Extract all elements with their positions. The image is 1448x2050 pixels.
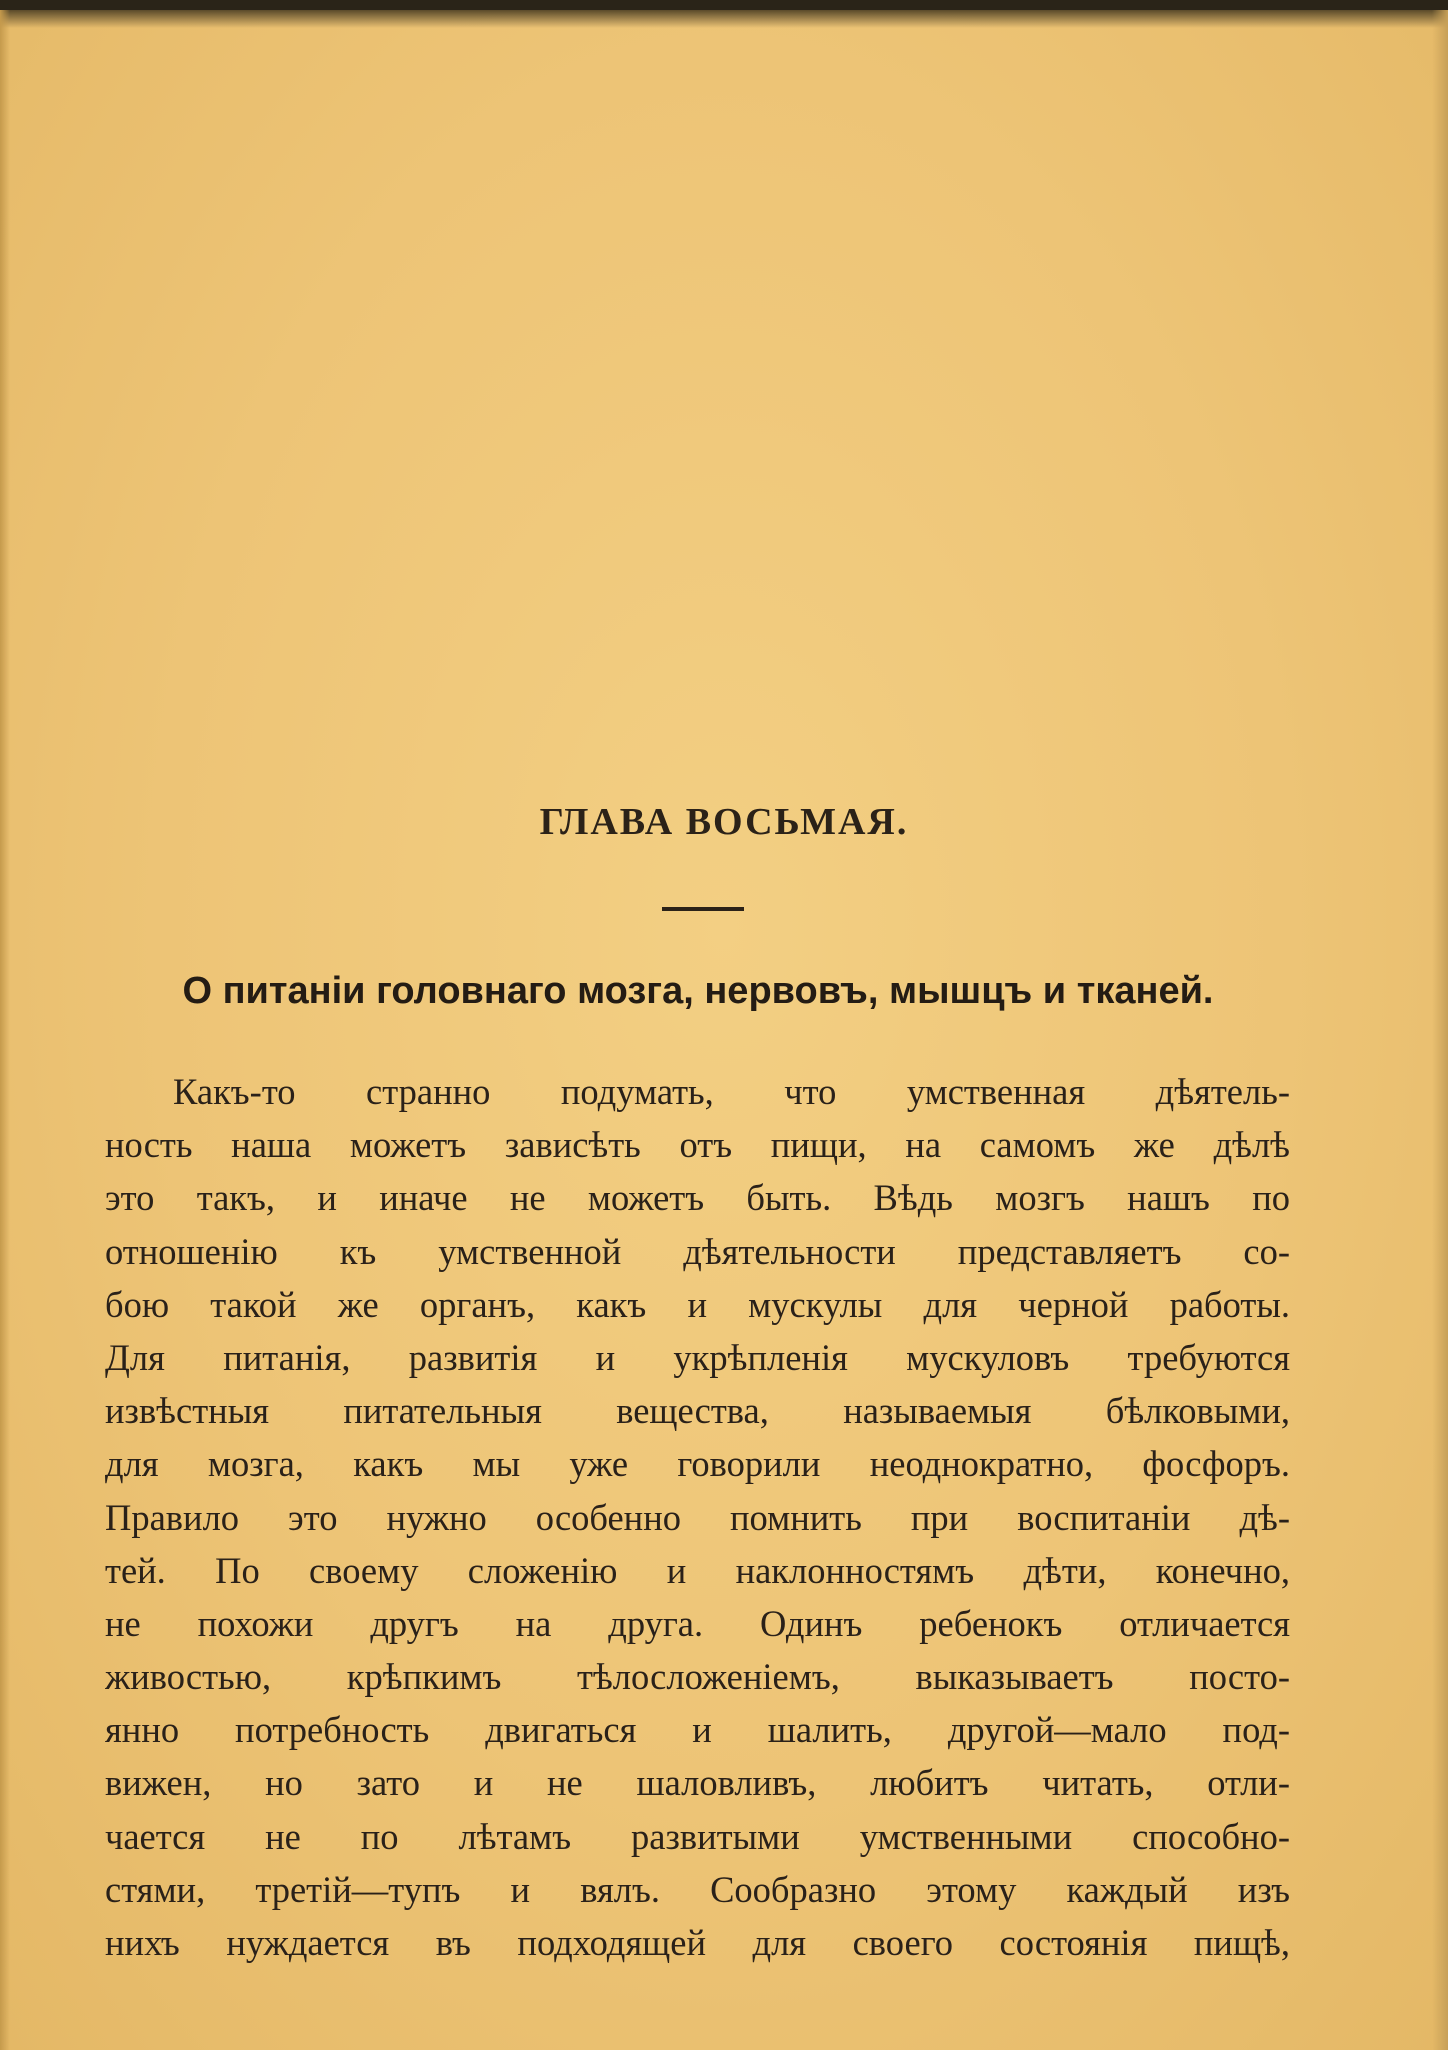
text-line: для мозга, какъ мы уже говорили неоднократно, фосфоръ. (105, 1443, 1290, 1485)
top-page-shadow (0, 10, 1448, 28)
text-line: извѣстныя питательныя вещества, называемыя бѣлковыми, (105, 1390, 1290, 1432)
title-rule (662, 907, 744, 911)
text-line: Какъ-то странно подумать, что умственная дѣятель- (173, 1071, 1290, 1112)
left-page-edge (0, 10, 10, 2050)
chapter-title: ГЛАВА ВОСЬМАЯ. (539, 801, 909, 843)
text-line: стями, третій—тупъ и вялъ. Сообразно этому каждый изъ (105, 1868, 1290, 1910)
text-line: чается не по лѣтамъ развитыми умственными способно- (105, 1815, 1290, 1857)
book-page (0, 10, 1448, 2050)
text-line: Для питанія, развитія и укрѣпленія мускуловъ требуются (105, 1336, 1290, 1378)
text-line: бою такой же органъ, какъ и мускулы для черной работы. (105, 1283, 1290, 1325)
text-line: отношенію къ умственной дѣятельности представляетъ со- (105, 1230, 1290, 1272)
text-line: это такъ, и иначе не можетъ быть. Вѣдь мозгъ нашъ по (105, 1177, 1290, 1219)
text-line: живостью, крѣпкимъ тѣлосложеніемъ, выказываетъ посто- (105, 1656, 1290, 1698)
text-line: тей. По своему сложенію и наклонностямъ дѣти, конечно, (105, 1549, 1290, 1591)
text-line: ность наша можетъ зависѣть отъ пищи, на самомъ же дѣлѣ (105, 1124, 1290, 1166)
body-paragraph (105, 1065, 1290, 1969)
text-line: не похожи другъ на друга. Одинъ ребенокъ отличается (105, 1602, 1290, 1644)
show-through-texture (100, 150, 1300, 206)
right-page-edge (1432, 10, 1448, 2050)
section-heading: О питаніи головнаго мозга, нервовъ, мышцъ и тканей. (182, 970, 1214, 1012)
text-line: янно потребность двигаться и шалить, другой—мало под- (105, 1709, 1290, 1751)
text-line: Правило это нужно особенно помнить при воспитаніи дѣ- (105, 1496, 1290, 1538)
text-line: нихъ нуждается въ подходящей для своего состоянія пищѣ, (105, 1922, 1290, 1963)
text-line: вижен, но зато и не шаловливъ, любитъ читать, отли- (105, 1762, 1290, 1804)
